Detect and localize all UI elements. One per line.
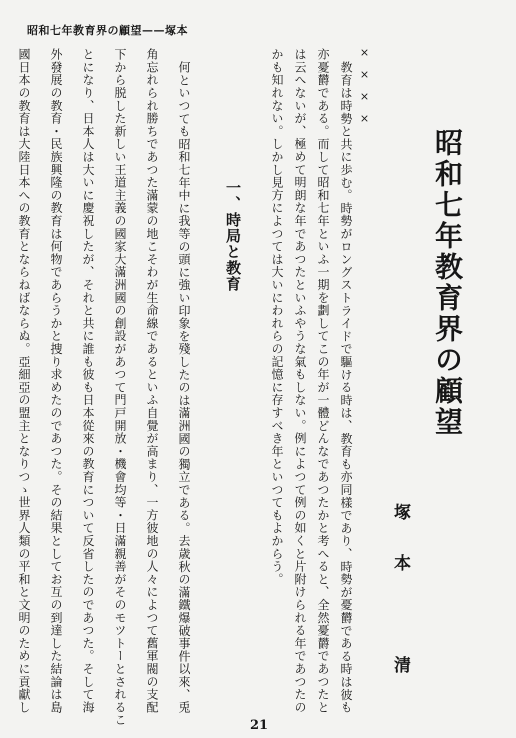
intro-line: かも知れない。しかし見方によつては大いにわれらの記憶に存すべき年といつてもよからう。: [270, 48, 284, 586]
body-line: とになり、日本人は大いに慶祝したが、それと共に誰も彼も日本從來の教育について反省したのであつた。そして海: [81, 48, 95, 714]
author-name: 塚本 清: [390, 503, 410, 707]
intro-line: は云へないが、極めて明朗な年であつたといふやうな氣もしない。例によつて例の如くと片附けられる年であつたの: [293, 48, 307, 714]
body-line: 何といつても昭和七年中に我等の頭に強い印象を殘したのは滿洲國の獨立である。去歳秋の滿鐵爆破事件以來、兎: [177, 61, 191, 714]
section-separator: ××××: [358, 46, 371, 134]
section-heading: 一、時局と教育: [224, 180, 242, 292]
body-line: 外發展の教育・民族興隆の教育は何物であらうかと捜り求めたのであつた。その結果としてお互の到達した結論は島: [49, 48, 63, 714]
article-title: 昭和七年教育界の顧望: [431, 128, 464, 438]
intro-line: 教育は時勢と共に歩む。時勢がロングストライドで驅ける時は、教育も亦同樣であり、時勢が憂欝である時は彼も: [339, 61, 353, 714]
intro-line: 亦憂欝である。而して昭和七年といふ一期を劃してこの年が一體どんなであつたかと考へると、全然憂欝であつたと: [316, 48, 330, 714]
body-line: 下から脱した新しい王道主義の國家大滿洲國の創設があつて門戸開放・機會均等・日滿親善がそのモツトーとされるこ: [113, 48, 127, 727]
page-number: 21: [250, 718, 269, 733]
body-line: 國日本の教育は大陸日本への教育とならねばならぬ。亞細亞の盟主となりつゝ世界人類の平和と文明のために貢獻し: [17, 48, 31, 714]
body-line: 角忘れられ勝ちであつた滿蒙の地こそわが生命線であるといふ自覺が高まり、一方彼地の人々によつて舊軍閥の支配: [145, 48, 159, 714]
running-header: 昭和七年教育界の顧望——塚本: [27, 24, 188, 37]
